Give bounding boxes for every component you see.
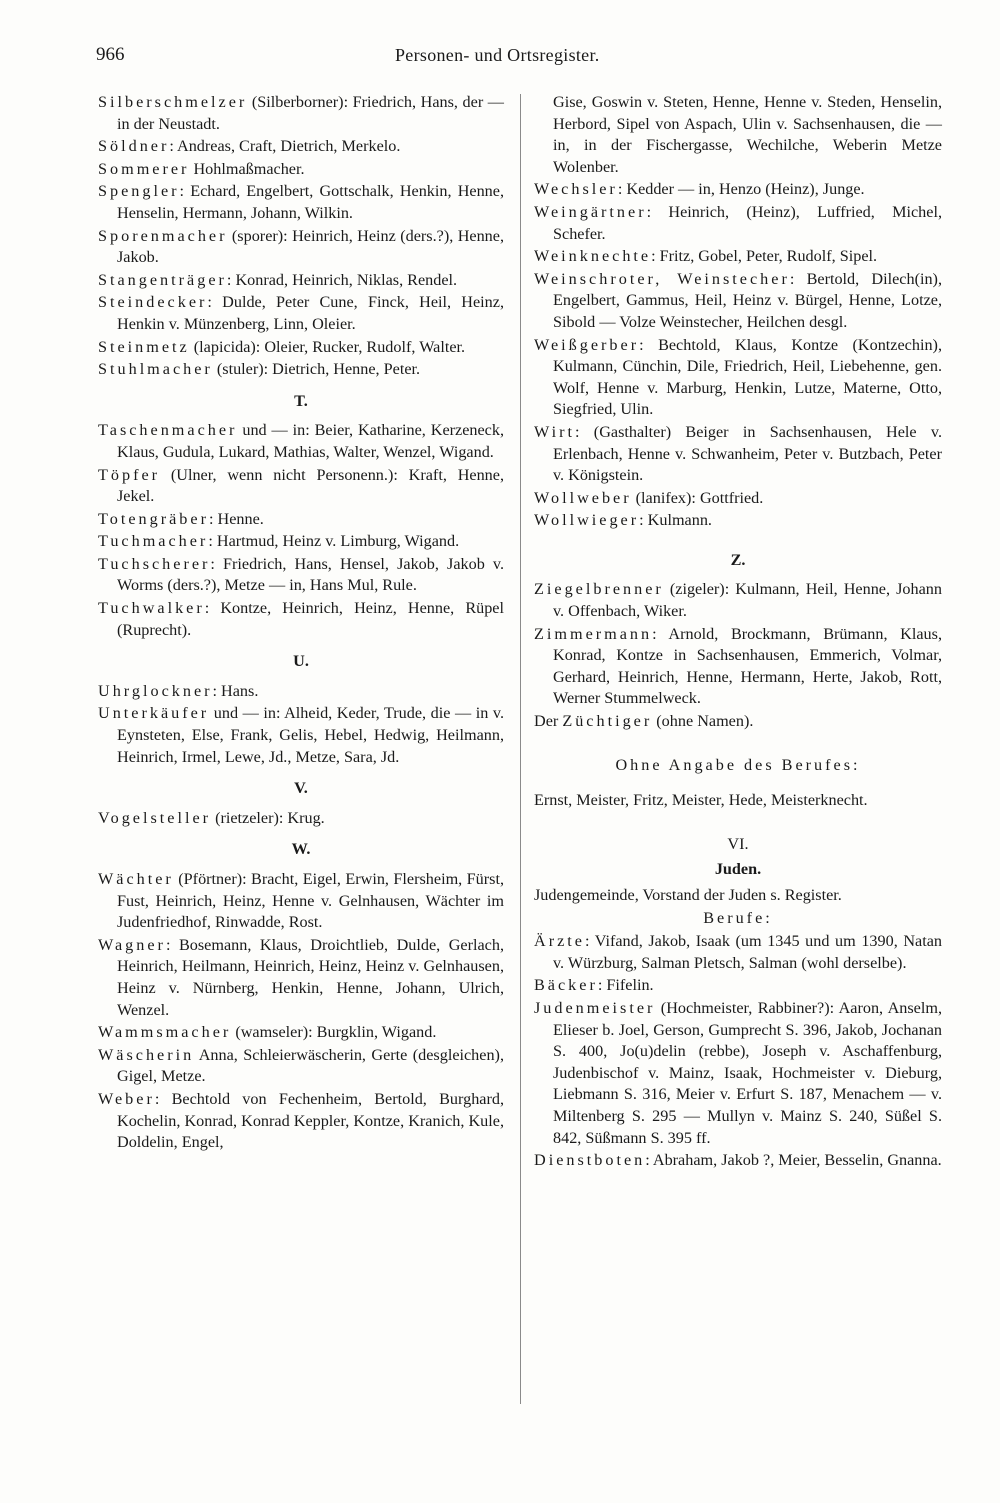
roman-numeral-heading: VI. <box>727 834 749 853</box>
entry-term: Stangenträger <box>98 270 227 289</box>
entry-text: : Kontze, Heinrich, Heinz, Henne, Rüpel (Ruprecht). <box>117 599 504 639</box>
register-entry <box>98 598 504 641</box>
register-entry <box>534 202 942 245</box>
entry-term: Vogelsteller <box>98 808 212 827</box>
register-entry <box>98 292 504 335</box>
register-entry <box>98 869 504 934</box>
berufe-heading: Berufe: <box>703 908 773 927</box>
entry-text: : Andreas, Craft, Dietrich, Merkelo. <box>169 137 401 156</box>
entry-text: (stuler): Dietrich, Henne, Peter. <box>212 360 421 379</box>
register-entry <box>98 1045 504 1088</box>
register-entry <box>98 270 504 292</box>
register-entry <box>534 1150 942 1172</box>
entry-text: (Pförtner): Bracht, Eigel, Erwin, Flersheim, Fürst, Fust, Heinrich, Heinz, Henne v. Gelnhausen, Wächter im Judenfriedhof, Rinwadde, Rost. <box>117 870 504 932</box>
entry-term: Wollweber <box>534 488 632 507</box>
ohne-angabe-text: Ernst, Meister, Fritz, Meister, Hede, Meisterknecht. <box>534 791 868 810</box>
register-entry <box>534 269 942 334</box>
register-entry <box>98 703 504 768</box>
register-entry <box>98 420 504 463</box>
entries-w-cont <box>534 179 942 532</box>
register-entry <box>98 509 504 531</box>
entry-term: Wäscherin <box>98 1045 195 1064</box>
entry-text: (lanifex): Gottfried. <box>631 488 764 507</box>
entry-term: Spengler <box>98 182 180 201</box>
register-entry <box>534 422 942 487</box>
entries-juden <box>534 931 942 1172</box>
register-entry <box>534 510 942 532</box>
entry-term: Wechsler <box>534 180 618 199</box>
section-heading-juden: Juden. <box>714 860 762 879</box>
entry-text: : Bertold, Dilech(in), Engelbert, Gammus, Heil, Heinz v. Bürgel, Henne, Lotze, Sibold — Volze Weinstecher, Heilchen desgl. <box>553 269 942 331</box>
entry-text: : Vifand, Jakob, Isaak (um 1345 und um 1390, Natan v. Würzburg, Salman Pletsch, Salman (wohl derselbe). <box>553 932 942 972</box>
entry-text: : Dulde, Peter Cune, Finck, Heil, Heinz, Henkin v. Münzenberg, Linn, Oleier. <box>117 293 504 333</box>
register-entry <box>534 931 942 974</box>
entry-term: Totengräber <box>98 509 209 528</box>
entry-term: Zimmermann <box>534 624 653 643</box>
entry-term: Weinknechte <box>534 247 652 266</box>
entry-text: (Ulner, wenn nicht Personenn.): Kraft, Henne, Jekel. <box>117 465 504 506</box>
register-entry <box>98 935 504 1021</box>
entry-term: Silberschmelzer <box>98 93 248 111</box>
register-entry <box>98 554 504 597</box>
entry-term: Ziegelbrenner <box>534 580 664 599</box>
entry-text: (ohne Namen). <box>652 712 754 731</box>
entry-text: Anna, Schleierwäscherin, Gerte (desgleichen), Gigel, Metze. <box>117 1045 504 1086</box>
entry-term: Weber <box>98 1089 155 1108</box>
register-entry <box>98 159 504 181</box>
entry-term: Uhrglockner <box>98 681 213 700</box>
entry-term: Ärzte <box>534 932 585 951</box>
entry-term: Bäcker <box>534 976 598 995</box>
section-heading-t: T. <box>294 391 308 410</box>
register-entry <box>98 1089 504 1154</box>
entry-text: : Arnold, Brockmann, Brümann, Klaus, Konrad, Kontze in Sachsenhausen, Emmerich, Volmar, Gerhard, Heinrich, Henne, Hermann, Herte, Jakob, Rott, Werner Stummelweck. <box>553 624 942 708</box>
entry-term: Wirt <box>534 422 576 441</box>
register-entry <box>534 579 942 622</box>
register-entry <box>98 531 504 553</box>
entry-term: Dienstboten <box>534 1151 646 1170</box>
column-divider <box>520 94 521 1404</box>
entry-term: Weißgerber <box>534 335 640 354</box>
entry-term: Steindecker <box>98 293 208 312</box>
entry-text: : Echard, Engelbert, Gottschalk, Henkin, Henne, Henselin, Hermann, Johann, Wilkin. <box>117 182 504 222</box>
entry-term: Töpfer <box>98 465 161 484</box>
register-entry <box>98 226 504 269</box>
entry-term: Weingärtner <box>534 202 647 221</box>
continued-entry-text: Gise, Goswin v. Steten, Henne, Henne v. Steden, Henselin, Herbord, Sipel von Aspach, Ulin v. Sachsenhausen, die — in, in der Fischergasse, Wechilche, Weberin Metze Wolenber. <box>553 93 942 176</box>
entries-t <box>98 420 504 641</box>
entry-text: (Hochmeister, Rabbiner?): Aaron, Anselm, Elieser b. Joel, Gerson, Gumprecht S. 396, Jakob, Jochanan S. 400, Jo(u)delin (rebbe), Joseph v. Aschaffenburg, Judenbischof v. Mainz, Isaak, Hochmeister v. Dieburg, Liebmann S. 316, Meier v. Erfurt S. 187, Menachem — v. Miltenberg S. 295 — Mullyn v. Mainz S. 240, Süßel S. 842, Süßmann S. 395 ff. <box>553 998 942 1147</box>
judengemeinde-line: Judengemeinde, Vorstand der Juden s. Register. <box>534 886 842 904</box>
register-entry <box>98 359 504 381</box>
entry-term: Sporenmacher <box>98 226 228 245</box>
entry-prefix: Der <box>534 712 563 731</box>
entry-text: : Hans. <box>212 681 259 700</box>
entry-text: : Fifelin. <box>597 976 654 995</box>
entry-term: Tuchwalker <box>98 599 205 618</box>
register-entry <box>534 488 942 510</box>
page-number: 966 <box>96 44 125 65</box>
register-entry <box>98 92 504 135</box>
entry-text: (rietzeler): Krug. <box>211 808 325 827</box>
entry-text: : (Gasthalter) Beiger in Sachsenhausen, Hele v. Erlenbach, Henne v. Schwanheim, Peter v. Butzbach, Peter v. Königstein. <box>553 422 942 485</box>
entry-text: (zigeler): Kulmann, Heil, Henne, Johann v. Offenbach, Wiker. <box>553 580 942 621</box>
entry-term: Stuhlmacher <box>98 360 213 379</box>
section-heading-z: Z. <box>730 550 746 569</box>
register-entry <box>534 624 942 710</box>
register-entry <box>98 136 504 158</box>
entry-term: Unterkäufer <box>98 704 210 723</box>
running-title: Personen- und Ortsregister. <box>395 45 600 65</box>
entry-text: : Friedrich, Hans, Hensel, Jakob, Jakob v. Worms (ders.?), Metze — in, Hans Mul, Rule. <box>117 554 504 595</box>
section-heading-w: W. <box>291 840 311 859</box>
entry-text: : Henne. <box>208 509 264 528</box>
entry-text: : Heinrich, (Heinz), Luffried, Michel, Schefer. <box>553 202 942 243</box>
entry-term: Sommerer <box>98 159 190 178</box>
right-column <box>534 92 942 1173</box>
entry-term: Söldner <box>98 137 170 156</box>
entry-zuchtiger <box>534 711 942 733</box>
entry-text: Hohlmaßmacher. <box>189 159 305 178</box>
entries-u <box>98 681 504 768</box>
entry-text: und — in: Alheid, Keder, Trude, die — in v. Eynsteten, Else, Frank, Gelis, Hebel, Hedwig, Heilmann, Heinrich, Irmel, Lewe, Jd., Metze, Sara, Jd. <box>117 704 504 766</box>
entry-text: (sporer): Heinrich, Heinz (ders.?), Henne, Jakob. <box>117 226 504 267</box>
entry-term: Tuchmacher <box>98 532 209 551</box>
section-heading-u: U. <box>293 652 309 671</box>
register-entry <box>98 681 504 703</box>
entry-text: : Konrad, Heinrich, Niklas, Rendel. <box>226 270 458 289</box>
register-entry <box>98 181 504 224</box>
entry-text: : Kulmann. <box>639 511 712 530</box>
register-entry <box>534 179 942 201</box>
entries-z <box>534 579 942 710</box>
entry-text: : Kedder — in, Henzo (Heinz), Junge. <box>617 180 865 199</box>
register-entry <box>534 998 942 1149</box>
entry-term: Judenmeister <box>534 998 656 1017</box>
entry-term: Züchtiger <box>562 712 653 731</box>
entry-text: (lapicida): Oleier, Rucker, Rudolf, Walter. <box>189 337 466 356</box>
entry-term: Wammsmacher <box>98 1023 232 1042</box>
register-entry <box>98 1022 504 1044</box>
entry-term: Wollwieger <box>534 511 640 530</box>
entry-text: : Fritz, Gobel, Peter, Rudolf, Sipel. <box>651 247 878 266</box>
register-entry <box>534 975 942 997</box>
entry-term: Wächter <box>98 870 174 888</box>
entry-term: Tuchscherer <box>98 554 211 573</box>
left-column <box>98 92 504 1155</box>
entries-s <box>98 92 504 381</box>
entry-text: : Hartmud, Heinz v. Limburg, Wigand. <box>208 532 460 551</box>
entry-term: Steinmetz <box>98 337 190 356</box>
entry-text: (wamseler): Burgklin, Wigand. <box>231 1023 437 1042</box>
section-heading-v: V. <box>294 779 308 798</box>
register-entry <box>534 335 942 421</box>
entry-text: (Silberborner): Friedrich, Hans, der — in der Neustadt. <box>117 93 504 133</box>
register-entry <box>98 337 504 359</box>
entry-text: : Bechtold, Klaus, Kontze (Kontzechin), Kulmann, Cünchin, Dile, Friedrich, Heil, Liebehenne, gen. Wolf, Henne v. Marburg, Henkin, Lutze, Materne, Otto, Siegfried, Ulin. <box>553 335 942 419</box>
register-entry <box>98 808 504 830</box>
entries-w <box>98 869 504 1154</box>
register-entry <box>98 465 504 508</box>
ohne-angabe-heading: Ohne Angabe des Berufes: <box>615 755 861 774</box>
entry-text: und — in: Beier, Katharine, Kerzeneck, Klaus, Gudula, Lukard, Mathias, Walter, Wenzel, Wigand. <box>117 421 504 461</box>
entry-term: Taschenmacher <box>98 421 238 440</box>
entries-v <box>98 808 504 830</box>
entry-term: Weinschroter, Weinstecher <box>534 269 790 288</box>
entry-text: : Abraham, Jakob ?, Meier, Besselin, Gnanna. <box>645 1151 942 1170</box>
entry-text: : Bechtold von Fechenheim, Bertold, Burghard, Kochelin, Konrad, Konrad Keppler, Kontze, Kranich, Kule, Doldelin, Engel, <box>117 1089 504 1152</box>
entry-text: : Bosemann, Klaus, Droichtlieb, Dulde, Gerlach, Heinrich, Heilmann, Heinrich, Heinz, Heinz v. Gelnhausen, Heinz v. Nürnberg, Henkin, Henne, Johann, Ulrich, Wenzel. <box>117 935 504 1019</box>
entry-term: Wagner <box>98 935 166 954</box>
register-entry <box>534 246 942 268</box>
